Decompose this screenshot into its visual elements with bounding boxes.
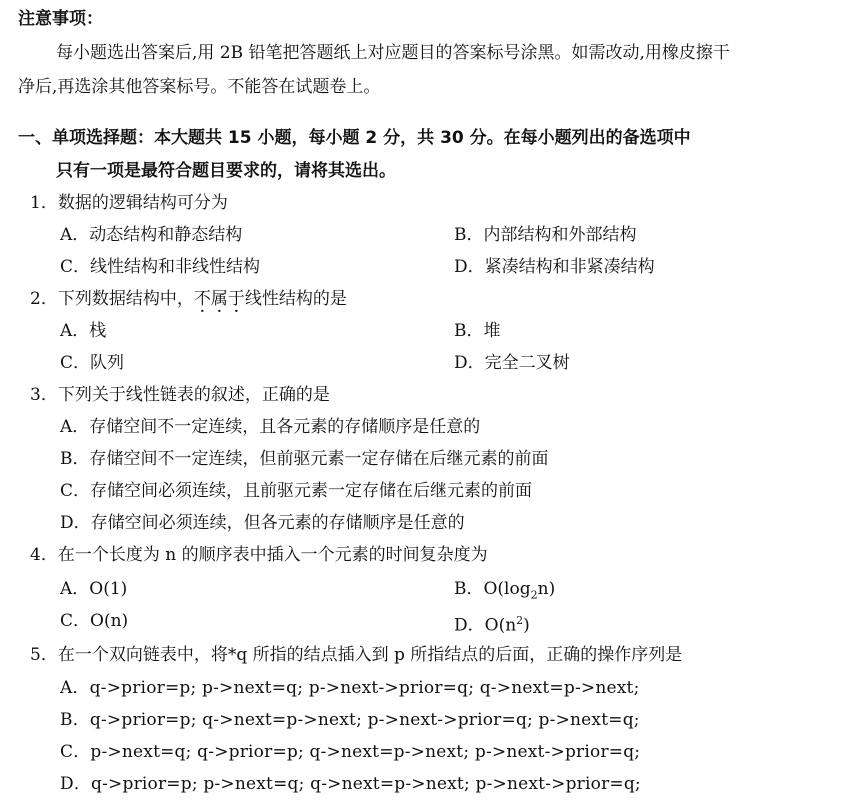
question-4-option-a: A．O(1) [60, 579, 128, 599]
question-3-option-a: A．存储空间不一定连续，且各元素的存储顺序是任意的 [60, 417, 481, 437]
question-4-option-b [454, 577, 555, 607]
question-5-stem: 5．在一个双向链表中，将*q 所指的结点插入到 p 所指结点的后面，正确的操作序列是 [30, 645, 683, 665]
question-5-option-c: C．p->next=q; q->prior=p; q->next=p->next; p->next->prior=q; [60, 742, 641, 762]
log-base-subscript: 2 [530, 588, 538, 602]
question-3-stem: 3．下列关于线性链表的叙述，正确的是 [30, 385, 330, 405]
notice-line-1: 每小题选出答案后,用 2B 铅笔把答题纸上对应题目的答案标号涂黑。如需改动,用橡皮擦干 [56, 43, 730, 63]
question-4-option-d [454, 609, 530, 638]
question-2-stem-end: 线性结构的是 [244, 289, 347, 309]
option-b-text-end: n) [537, 579, 556, 599]
question-2-option-a: A．栈 [60, 321, 107, 341]
question-5-option-a: A．q->prior=p; p->next=q; p->next->prior=q; q->next=p->next; [60, 678, 640, 698]
question-2-option-b: B．堆 [454, 321, 501, 341]
section-heading-line-2: 只有一项是最符合题目要求的，请将其选出。 [56, 161, 396, 181]
question-2-option-c: C．队列 [60, 353, 125, 373]
question-3-option-b: B．存储空间不一定连续，但前驱元素一定存储在后继元素的前面 [60, 449, 549, 469]
section-heading-line-1: 一、单项选择题：本大题共 15 小题，每小题 2 分，共 30 分。在每小题列出的备选项中 [18, 128, 691, 148]
question-5-option-d: D．q->prior=p; p->next=q; q->next=p->next; p->next->prior=q; [60, 774, 641, 794]
question-1-stem: 1．数据的逻辑结构可分为 [30, 193, 228, 213]
question-1-option-b: B．内部结构和外部结构 [454, 225, 637, 245]
exponent-superscript: 2 [516, 614, 524, 627]
question-2-stem [30, 287, 347, 311]
emphasis-char-2: 属 [210, 289, 228, 309]
question-1-option-c: C．线性结构和非线性结构 [60, 257, 261, 277]
question-1-option-d: D．紧凑结构和非紧凑结构 [454, 257, 655, 277]
question-1-option-a: A．动态结构和静态结构 [60, 225, 243, 245]
option-d-text: D．O(n [454, 615, 517, 636]
question-3-option-c: C．存储空间必须连续，且前驱元素一定存储在后继元素的前面 [60, 481, 533, 501]
option-b-text: B．O(log [454, 579, 531, 599]
emphasis-char-1: 不 [193, 289, 211, 309]
question-4-stem: 4．在一个长度为 n 的顺序表中插入一个元素的时间复杂度为 [30, 545, 488, 565]
question-2-stem-start: 2．下列数据结构中， [30, 289, 194, 309]
option-d-text-end: ) [523, 615, 530, 636]
question-3-option-d: D．存储空间必须连续，但各元素的存储顺序是任意的 [60, 513, 465, 533]
question-4-option-c: C．O(n) [60, 611, 129, 631]
notice-line-2: 净后,再选涂其他答案标号。不能答在试题卷上。 [18, 77, 381, 97]
question-2-option-d: D．完全二叉树 [454, 353, 570, 373]
notice-title: 注意事项： [18, 9, 103, 29]
question-5-option-b: B．q->prior=p; q->next=p->next; p->next->prior=q; p->next=q; [60, 710, 640, 730]
emphasis-char-3: 于 [227, 289, 245, 309]
